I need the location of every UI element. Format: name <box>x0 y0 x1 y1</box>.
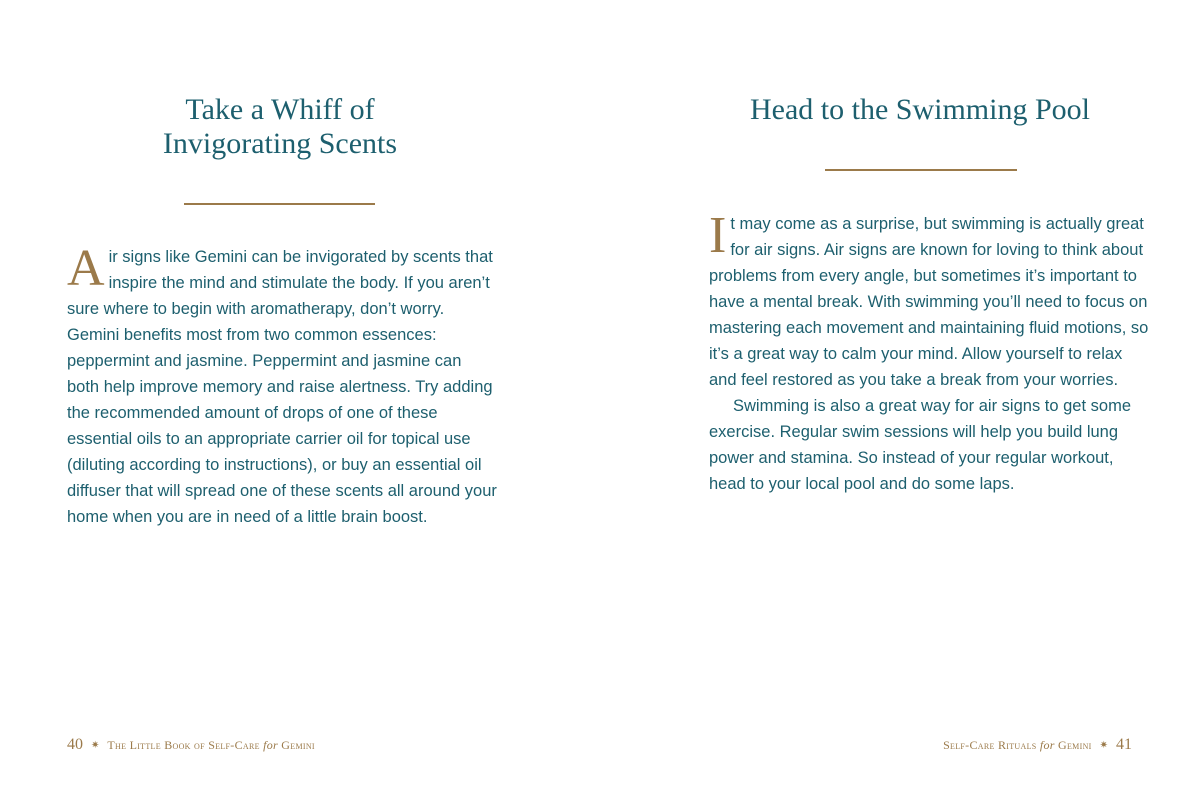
right-paragraph-1-text: t may come as a surprise, but swimming is actually great for air signs. Air signs are known for loving to think about problems from every angle, but sometimes it’s important to have a mental break. With swimming you’ll need to focus on mastering each movement and maintaining fluid motions, so it’s a great way to calm your mind. Allow yourself to relax and feel restored as you take a break from your worries. <box>709 215 1149 389</box>
right-body-text <box>709 207 1149 497</box>
left-body-text <box>67 240 497 530</box>
right-paragraph-2: Swimming is also a great way for air signs to get some exercise. Regular swim sessions will help you build lung power and stamina. So instead of your regular workout, head to your local pool and do some laps. <box>709 397 1131 493</box>
right-running-head-part1: Self-Care Rituals <box>943 737 1040 752</box>
right-title-rule <box>825 169 1017 171</box>
left-title-line2: Invigorating Scents <box>162 127 398 160</box>
left-running-head-part2: Gemini <box>278 737 315 752</box>
right-folio <box>943 736 1132 754</box>
left-running-head-for: for <box>263 737 278 752</box>
left-paragraph-1-text: ir signs like Gemini can be invigorated by scents that inspire the mind and stimulate the body. If you aren’t sure where to begin with aromatherapy, don’t worry. Gemini benefits most from two common essences: peppermint and jasmine. Peppermint and jasmine can both help improve memory and raise alertness. Try adding the recommended amount of drops of one of these essential oils to an appropriate carrier oil for topical use (diluting according to instructions), or buy an essential oil diffuser that will spread one of these scents all around your home when you are in need of a little brain boost. <box>67 248 497 526</box>
right-running-head <box>943 738 1092 753</box>
left-page-number: 40 <box>67 736 83 753</box>
right-page <box>600 0 1200 800</box>
left-running-head <box>107 738 314 753</box>
right-drop-cap: I <box>709 207 727 264</box>
left-page-title <box>80 93 480 161</box>
right-page-number: 41 <box>1116 736 1132 753</box>
right-paragraph-1 <box>709 207 1149 393</box>
left-running-head-part1: The Little Book of Self-Care <box>107 737 264 752</box>
left-drop-cap: A <box>67 240 105 297</box>
left-paragraph-1 <box>67 240 497 530</box>
right-running-head-part2: Gemini <box>1054 737 1092 752</box>
left-folio <box>67 736 315 754</box>
star-ornament-icon: ✷ <box>91 739 100 751</box>
right-page-title: Head to the Swimming Pool <box>750 93 1090 126</box>
star-ornament-icon: ✷ <box>1099 739 1108 751</box>
right-running-head-for: for <box>1039 737 1055 752</box>
left-title-rule <box>184 203 375 205</box>
left-title-line1: Take a Whiff of <box>185 93 375 126</box>
